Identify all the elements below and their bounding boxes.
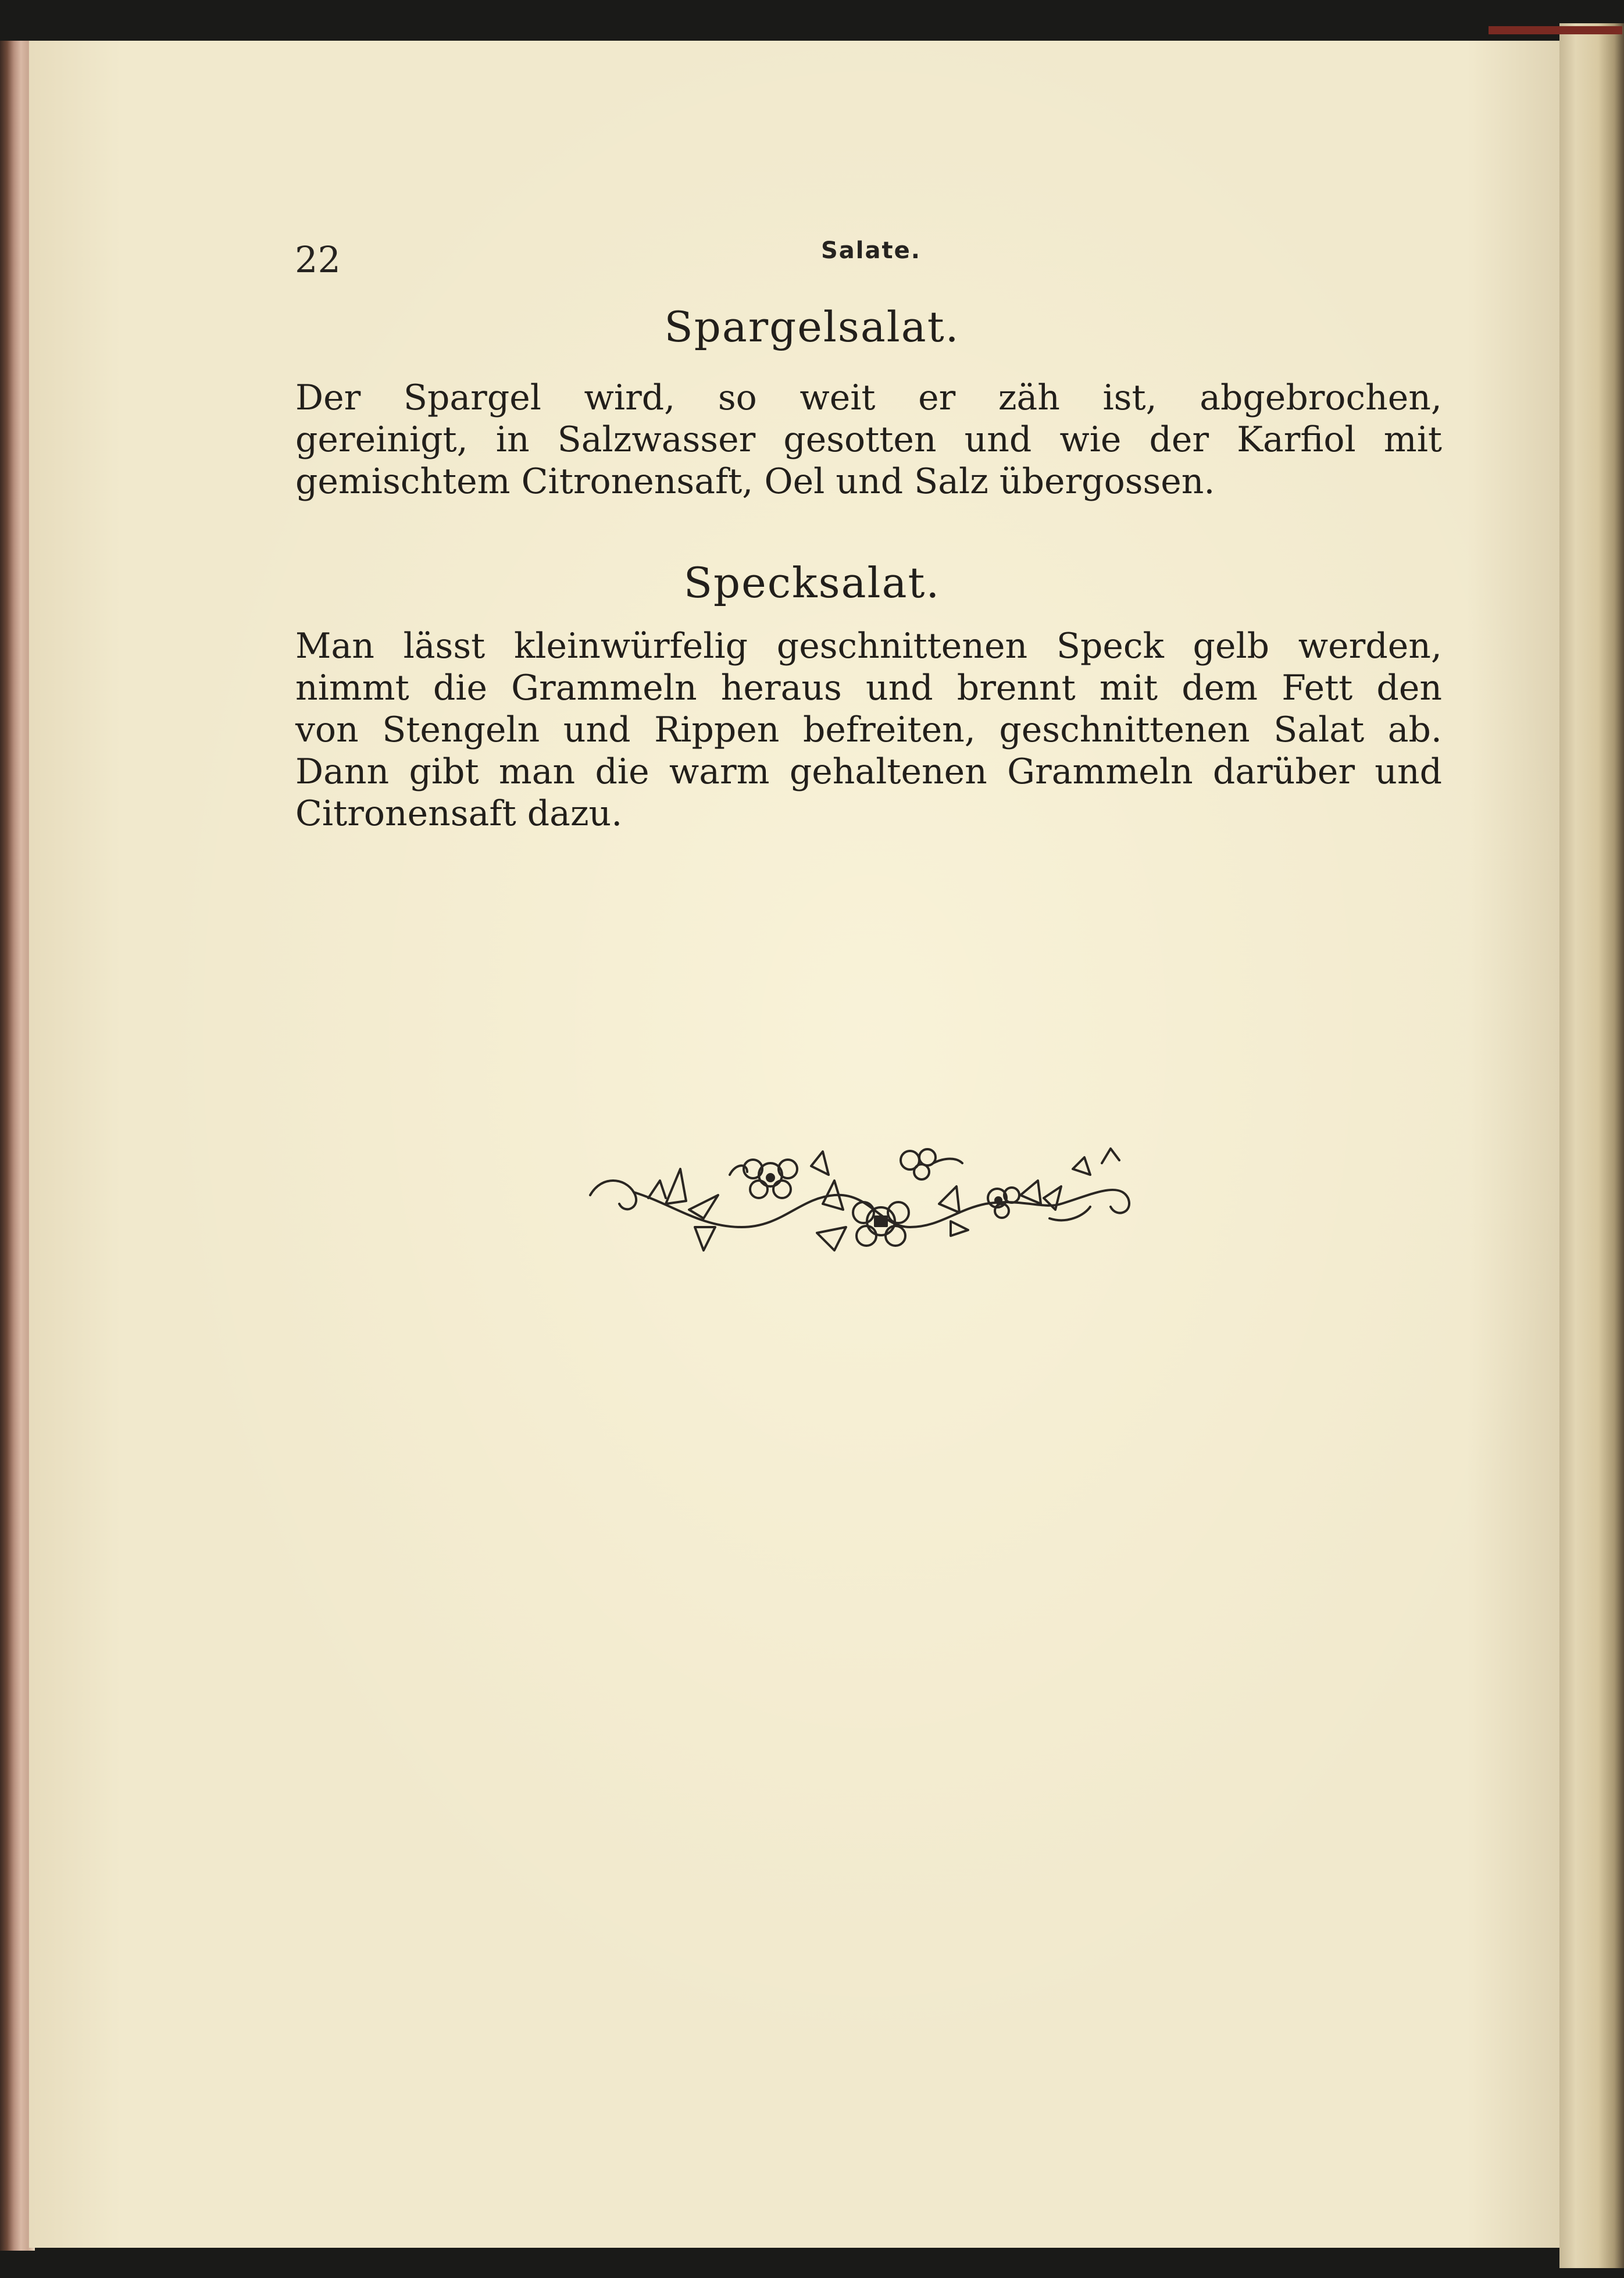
section-title: Spargelsalat. xyxy=(664,302,960,351)
text-line: Citronensaft dazu. xyxy=(295,793,623,834)
book-gutter xyxy=(1559,23,1624,2268)
page-number: 22 xyxy=(295,238,341,281)
section-body xyxy=(295,625,1442,835)
floral-vine-ornament-icon xyxy=(579,1140,1148,1268)
running-head: Salate. xyxy=(821,237,921,264)
section-title: Specksalat. xyxy=(683,558,941,607)
binding-edge xyxy=(1489,26,1622,34)
text-line: Man lässt kleinwürfelig geschnittenen Speck gelb werden, xyxy=(295,626,1442,666)
text-line: nimmt die Grammeln heraus und brennt mit dem Fett den xyxy=(295,668,1442,708)
section-body xyxy=(295,377,1442,502)
text-line: von Stengeln und Rippen befreiten, geschnittenen Salat ab. xyxy=(295,710,1442,750)
text-line: gereinigt, in Salzwasser gesotten und wie der Karfiol mit xyxy=(295,419,1442,460)
text-line: Der Spargel wird, so weit er zäh ist, abgebrochen, xyxy=(295,377,1442,418)
text-line: Dann gibt man die warm gehaltenen Grammeln darüber und xyxy=(295,751,1442,792)
text-line: gemischtem Citronensaft, Oel und Salz übergossen. xyxy=(295,461,1215,502)
